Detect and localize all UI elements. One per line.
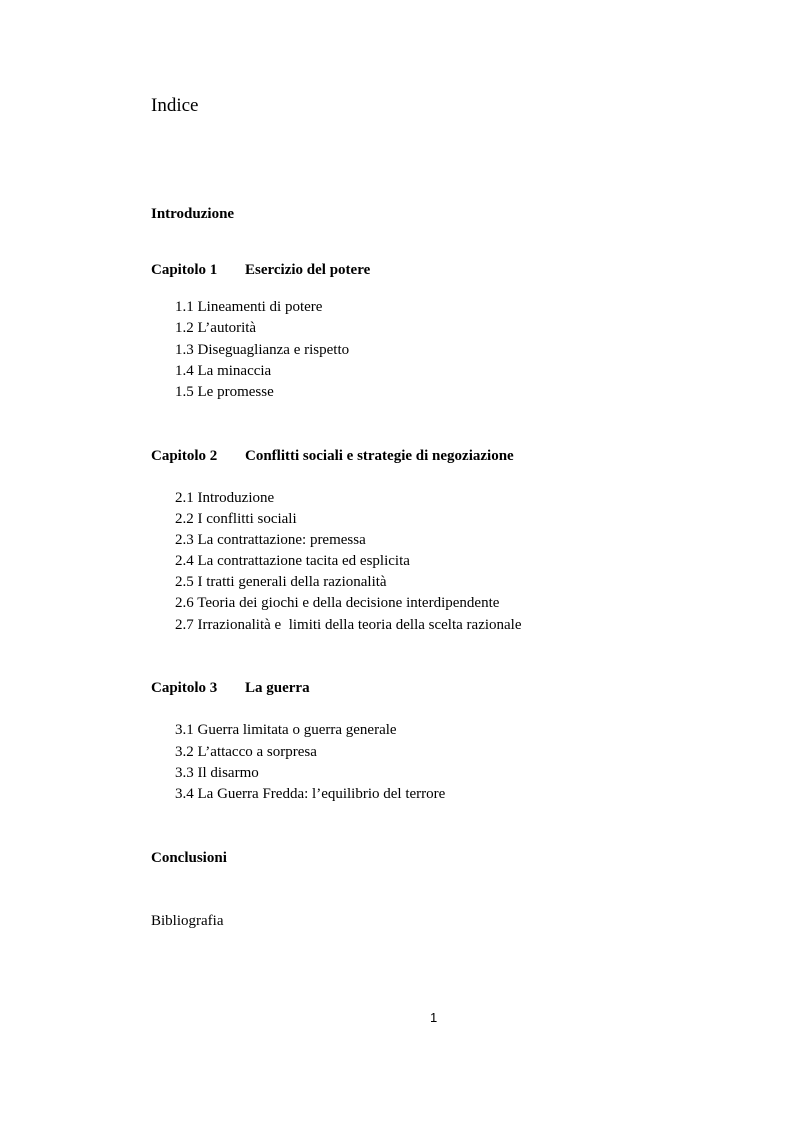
toc-section: 1.5 Le promesse [175, 384, 274, 400]
page-title: Indice [151, 95, 199, 116]
toc-section: 1.2 L’autorità [175, 320, 257, 336]
toc-section: 2.2 I conflitti sociali [175, 511, 297, 527]
toc-section: 3.4 La Guerra Fredda: l’equilibrio del terrore [175, 786, 446, 802]
toc-section: 2.7 Irrazionalità e limiti della teoria della scelta razionale [175, 617, 522, 633]
chapter-3-number: Capitolo 3 [151, 680, 218, 696]
toc-section: 2.6 Teoria dei giochi e della decisione interdipendente [175, 595, 500, 611]
toc-section: 3.3 Il disarmo [175, 765, 259, 781]
toc-section: 2.3 La contrattazione: premessa [175, 532, 366, 548]
toc-section: 3.2 L’attacco a sorpresa [175, 744, 317, 760]
toc-section: 1.3 Diseguaglianza e rispetto [175, 342, 350, 358]
toc-section: 2.4 La contrattazione tacita ed esplicita [175, 553, 410, 569]
toc-introduction: Introduzione [151, 206, 235, 222]
toc-section: 3.1 Guerra limitata o guerra generale [175, 722, 397, 738]
chapter-2-number: Capitolo 2 [151, 448, 218, 464]
toc-section: 1.1 Lineamenti di potere [175, 299, 323, 315]
chapter-2-title: Conflitti sociali e strategie di negoziazione [245, 448, 514, 464]
chapter-3-title: La guerra [245, 680, 310, 696]
chapter-1-title: Esercizio del potere [245, 262, 371, 278]
toc-section: 2.1 Introduzione [175, 490, 275, 506]
toc-bibliography: Bibliografia [151, 913, 224, 929]
chapter-1-number: Capitolo 1 [151, 262, 218, 278]
page-number: 1 [430, 1010, 438, 1025]
toc-section: 1.4 La minaccia [175, 363, 272, 379]
toc-section: 2.5 I tratti generali della razionalità [175, 574, 387, 590]
toc-conclusions: Conclusioni [151, 850, 227, 866]
